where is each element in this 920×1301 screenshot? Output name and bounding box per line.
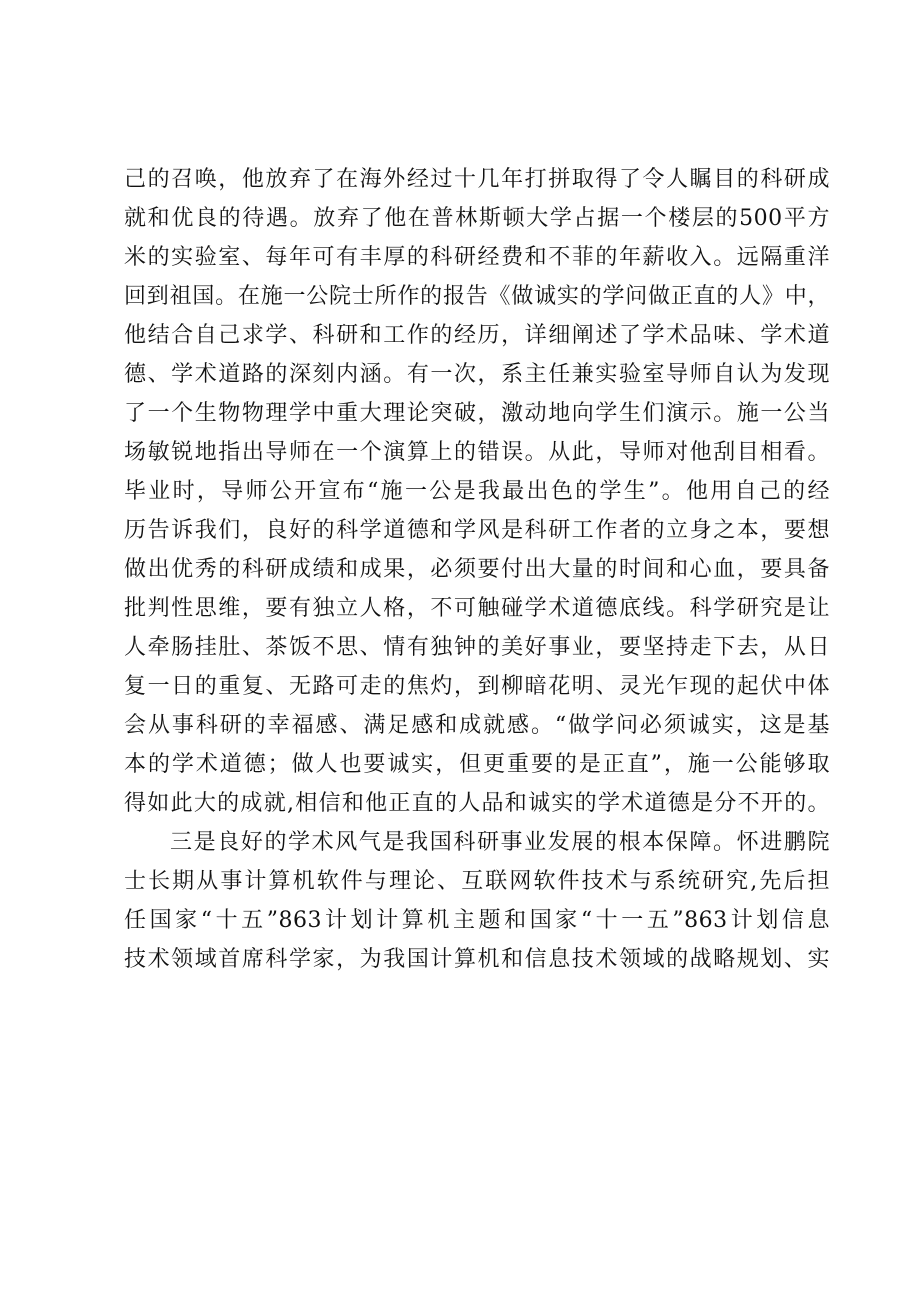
- text-line: 人牵肠挂肚、茶饭不思、情有独钟的美好事业，要坚持走下去，从日: [124, 635, 830, 660]
- text-line: 历告诉我们，良好的科学道德和学风是科研工作者的立身之本，要想: [124, 518, 830, 543]
- document-body: [124, 160, 830, 979]
- text-line: 会从事科研的幸福感、满足感和成就感。“做学问必须诚实，这是基: [124, 713, 830, 738]
- text-line: 毕业时，导师公开宣布“施一公是我最出色的学生”。他用自己的经: [124, 479, 830, 504]
- text-line: 复一日的重复、无路可走的焦灼，到柳暗花明、灵光乍现的起伏中体: [124, 674, 830, 699]
- text-line: 他结合自己求学、科研和工作的经历，详细阐述了学术品味、学术道: [124, 323, 830, 348]
- text-line: 士长期从事计算机软件与理论、互联网软件技术与系统研究,先后担: [124, 869, 830, 894]
- text-line: 就和优良的待遇。放弃了他在普林斯顿大学占据一个楼层的500平方: [124, 206, 830, 231]
- text-line: 了一个生物物理学中重大理论突破，激动地向学生们演示。施一公当: [124, 401, 830, 426]
- text-line: 做出优秀的科研成绩和成果，必须要付出大量的时间和心血，要具备: [124, 557, 830, 582]
- paragraph-2: [124, 823, 830, 979]
- text-line: 任国家“十五”863计划计算机主题和国家“十一五”863计划信息: [124, 908, 830, 933]
- text-line: 技术领域首席科学家，为我国计算机和信息技术领域的战略规划、实: [124, 947, 830, 972]
- text-line: 三是良好的学术风气是我国科研事业发展的根本保障。怀进鹏院: [170, 830, 830, 855]
- text-line: 德、学术道路的深刻内涵。有一次，系主任兼实验室导师自认为发现: [124, 362, 830, 387]
- text-line: 米的实验室、每年可有丰厚的科研经费和不菲的年薪收入。远隔重洋: [124, 245, 830, 270]
- text-line: 得如此大的成就,相信和他正直的人品和诚实的学术道德是分不开的。: [124, 791, 830, 816]
- paragraph-1: [124, 160, 830, 823]
- text-line: 本的学术道德；做人也要诚实，但更重要的是正直”，施一公能够取: [124, 752, 830, 777]
- text-line: 己的召唤，他放弃了在海外经过十几年打拼取得了令人瞩目的科研成: [124, 167, 830, 192]
- text-line: 场敏锐地指出导师在一个演算上的错误。从此，导师对他刮目相看。: [124, 440, 830, 465]
- text-line: 批判性思维，要有独立人格，不可触碰学术道德底线。科学研究是让: [124, 596, 830, 621]
- text-line: 回到祖国。在施一公院士所作的报告《做诚实的学问做正直的人》中，: [124, 284, 830, 309]
